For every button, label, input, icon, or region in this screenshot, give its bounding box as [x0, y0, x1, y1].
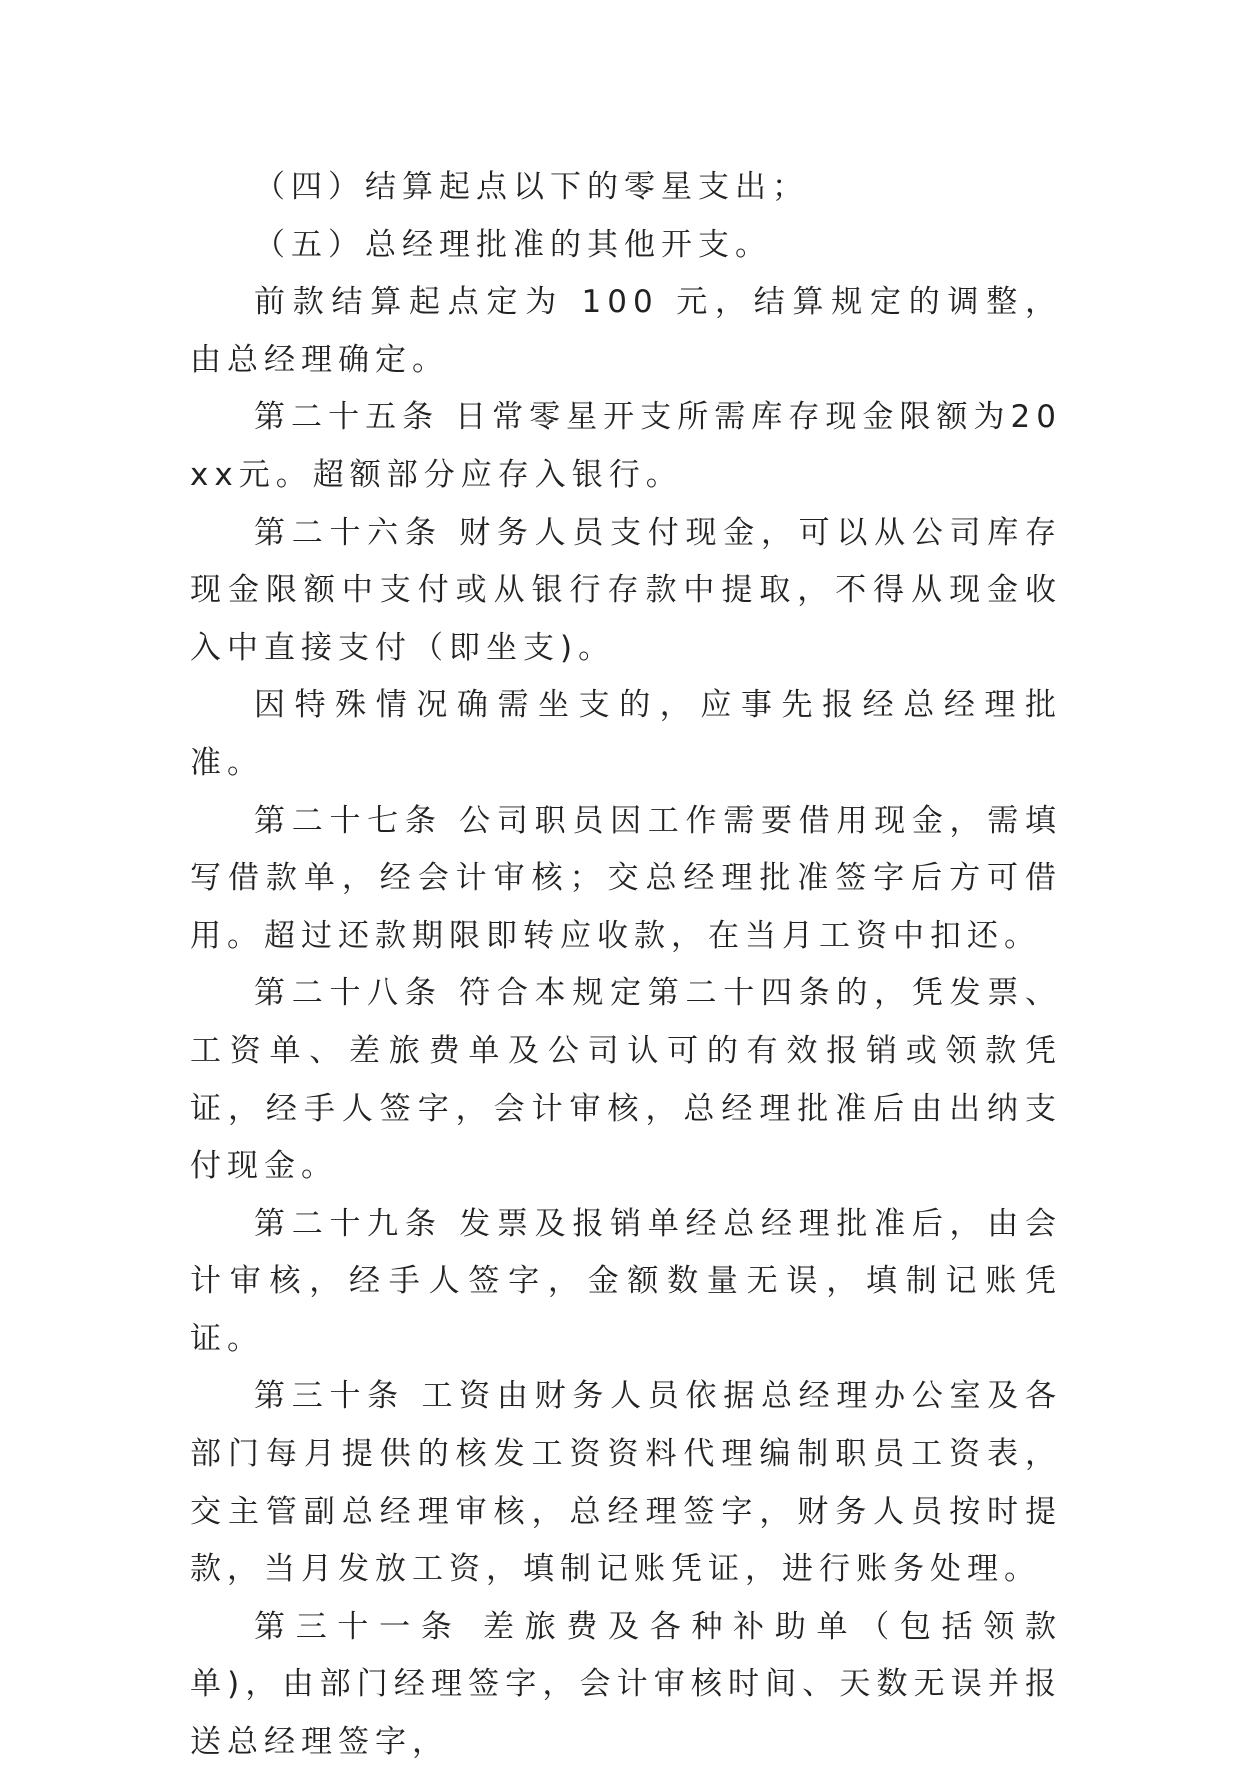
paragraph-article-29: 第二十九条 发票及报销单经总经理批准后，由会计审核，经手人签字，金额数量无误，填制记账凭证。	[190, 1205, 1062, 1357]
paragraph-special-case: 因特殊情况确需坐支的，应事先报经总经理批准。	[190, 687, 1062, 781]
paragraph-article-25: 第二十五条 日常零星开支所需库存现金限额为20xx元。超额部分应存入银行。	[190, 399, 1062, 493]
paragraph-item-4: （四）结算起点以下的零星支出；	[254, 169, 809, 205]
paragraph-settlement-threshold: 前款结算起点定为 100 元，结算规定的调整，由总经理确定。	[190, 284, 1062, 378]
paragraph-article-27: 第二十七条 公司职员因工作需要借用现金，需填写借款单，经会计审核；交总经理批准签字后方可借用。超过还款期限即转应收款，在当月工资中扣还。	[190, 802, 1062, 954]
document-body	[190, 159, 1062, 1772]
paragraph-article-31: 第三十一条 差旅费及各种补助单（包括领款单)，由部门经理签字，会计审核时间、天数无误并报送总经理签字，	[190, 1608, 1062, 1761]
paragraph-item-5: （五）总经理批准的其他开支。	[254, 226, 772, 263]
paragraph-article-30: 第三十条 工资由财务人员依据总经理办公室及各部门每月提供的核发工资资料代理编制职员工资表，交主管副总经理审核，总经理签字，财务人员按时提款，当月发放工资，填制记账凭证，进行账务处理。	[190, 1378, 1062, 1588]
paragraph-article-26: 第二十六条 财务人员支付现金，可以从公司库存现金限额中支付或从银行存款中提取，不得从现金收入中直接支付（即坐支)。	[190, 514, 1062, 666]
paragraph-article-28: 第二十八条 符合本规定第二十四条的，凭发票、工资单、差旅费单及公司认可的有效报销或领款凭证，经手人签字，会计审核，总经理批准后由出纳支付现金。	[190, 975, 1062, 1185]
